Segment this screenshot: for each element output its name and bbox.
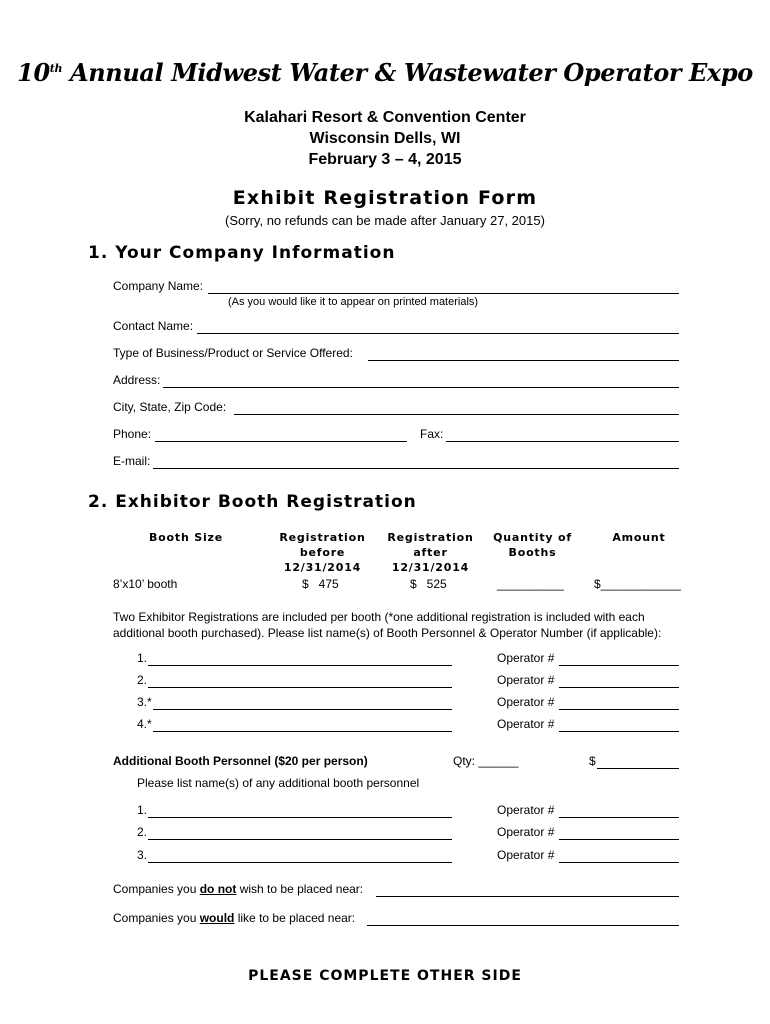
contact-name-label: Contact Name: xyxy=(113,319,194,333)
operator-1-field[interactable] xyxy=(559,665,679,666)
additional-personnel-note: Please list name(s) of any additional booth personnel xyxy=(137,776,420,790)
form-title: Exhibit Registration Form xyxy=(232,187,538,209)
additional-operator-1-label: Operator # xyxy=(497,803,555,817)
col-quantity-line1: Quantity of xyxy=(493,531,572,544)
near-text-a: Companies you xyxy=(113,911,200,925)
address-label: Address: xyxy=(113,373,161,387)
operator-2-label: Operator # xyxy=(497,673,555,687)
company-name-label: Company Name: xyxy=(113,279,204,293)
additional-dollar-sign: $ xyxy=(589,754,596,768)
near-text-b: like to be placed near: xyxy=(234,911,356,925)
fax-label: Fax: xyxy=(420,427,444,441)
not-near-label xyxy=(113,882,363,896)
near-label xyxy=(113,911,355,925)
additional-amount-field[interactable] xyxy=(597,768,679,769)
phone-label: Phone: xyxy=(113,427,152,441)
col-quantity-line2: Booths xyxy=(508,546,557,559)
col-reg-before-line1: Registration xyxy=(279,531,366,544)
operator-1-label: Operator # xyxy=(497,651,555,665)
operator-4-label: Operator # xyxy=(497,717,555,731)
additional-operator-3-label: Operator # xyxy=(497,848,555,862)
personnel-1-field[interactable] xyxy=(148,665,452,666)
company-name-field[interactable] xyxy=(208,293,679,294)
col-reg-after-line1: Registration xyxy=(387,531,474,544)
near-emphasis: would xyxy=(199,911,235,925)
section-booth-heading: 2. Exhibitor Booth Registration xyxy=(88,492,417,512)
footer-instruction: PLEASE COMPLETE OTHER SIDE xyxy=(248,968,522,984)
section-company-heading: 1. Your Company Information xyxy=(88,243,396,263)
contact-name-field[interactable] xyxy=(197,333,679,334)
col-reg-after-line2: after xyxy=(413,546,448,559)
col-reg-after-line3: 12/31/2014 xyxy=(391,561,470,574)
operator-4-field[interactable] xyxy=(559,731,679,732)
booth-amount-field[interactable]: $____________ xyxy=(594,577,681,591)
personnel-2-field[interactable] xyxy=(148,687,452,688)
not-near-text-a: Companies you xyxy=(113,882,200,896)
booth-size-value: 8’x10’ booth xyxy=(113,577,178,591)
event-dates: February 3 – 4, 2015 xyxy=(308,151,462,168)
col-reg-after xyxy=(378,530,483,575)
personnel-2-label: 2. xyxy=(137,673,148,687)
title-rest: Annual Midwest Water & Wastewater Operator Expo xyxy=(62,58,753,87)
personnel-4-field[interactable] xyxy=(153,731,452,732)
email-field[interactable] xyxy=(153,468,679,469)
expo-title xyxy=(0,58,770,87)
additional-1-field[interactable] xyxy=(148,817,452,818)
title-suffix: th xyxy=(49,62,63,75)
operator-3-field[interactable] xyxy=(559,709,679,710)
additional-2-label: 2. xyxy=(137,825,148,839)
business-type-label: Type of Business/Product or Service Offered: xyxy=(113,346,353,360)
personnel-3-label: 3.* xyxy=(137,695,152,709)
col-reg-before-line2: before xyxy=(299,546,346,559)
address-field[interactable] xyxy=(163,387,679,388)
refund-note: (Sorry, no refunds can be made after January 27, 2015) xyxy=(225,213,545,228)
included-registrations-note xyxy=(113,609,703,641)
company-name-note: (As you would like it to appear on printed materials) xyxy=(228,296,479,308)
additional-1-label: 1. xyxy=(137,803,148,817)
fax-field[interactable] xyxy=(446,441,679,442)
additional-operator-2-field[interactable] xyxy=(559,839,679,840)
phone-field[interactable] xyxy=(155,441,407,442)
venue-name: Kalahari Resort & Convention Center xyxy=(244,109,526,126)
additional-2-field[interactable] xyxy=(148,839,452,840)
col-booth-size: Booth Size xyxy=(149,531,223,544)
booth-quantity-field[interactable]: __________ xyxy=(497,577,564,591)
additional-3-field[interactable] xyxy=(148,862,452,863)
col-reg-before-line3: 12/31/2014 xyxy=(283,561,362,574)
city-state-zip-label: City, State, Zip Code: xyxy=(113,400,227,414)
operator-2-field[interactable] xyxy=(559,687,679,688)
additional-qty-field[interactable]: Qty: ______ xyxy=(453,754,519,768)
col-amount: Amount xyxy=(612,531,666,544)
additional-3-label: 3. xyxy=(137,848,148,862)
personnel-1-label: 1. xyxy=(137,651,148,665)
not-near-field[interactable] xyxy=(376,896,679,897)
additional-personnel-heading: Additional Booth Personnel ($20 per person) xyxy=(113,754,368,768)
additional-operator-1-field[interactable] xyxy=(559,817,679,818)
price-before-value: $ 475 xyxy=(302,577,339,591)
city-state-zip-field[interactable] xyxy=(234,414,679,415)
operator-3-label: Operator # xyxy=(497,695,555,709)
additional-operator-2-label: Operator # xyxy=(497,825,555,839)
near-field[interactable] xyxy=(367,925,679,926)
col-reg-before xyxy=(270,530,375,575)
personnel-4-label: 4.* xyxy=(137,717,152,731)
included-note-line1: Two Exhibitor Registrations are included per booth (*one additional registration is included with each xyxy=(113,610,645,624)
col-quantity xyxy=(485,530,580,560)
email-label: E-mail: xyxy=(113,454,151,468)
personnel-3-field[interactable] xyxy=(153,709,452,710)
not-near-text-b: wish to be placed near: xyxy=(236,882,364,896)
business-type-field[interactable] xyxy=(368,360,679,361)
included-note-line2: additional booth purchased). Please list name(s) of Booth Personnel & Operator Number (if applicable): xyxy=(113,626,662,640)
price-after-value: $ 525 xyxy=(410,577,447,591)
venue-city: Wisconsin Dells, WI xyxy=(309,130,461,147)
title-number: 10 xyxy=(17,58,50,87)
additional-operator-3-field[interactable] xyxy=(559,862,679,863)
not-near-emphasis: do not xyxy=(199,882,237,896)
